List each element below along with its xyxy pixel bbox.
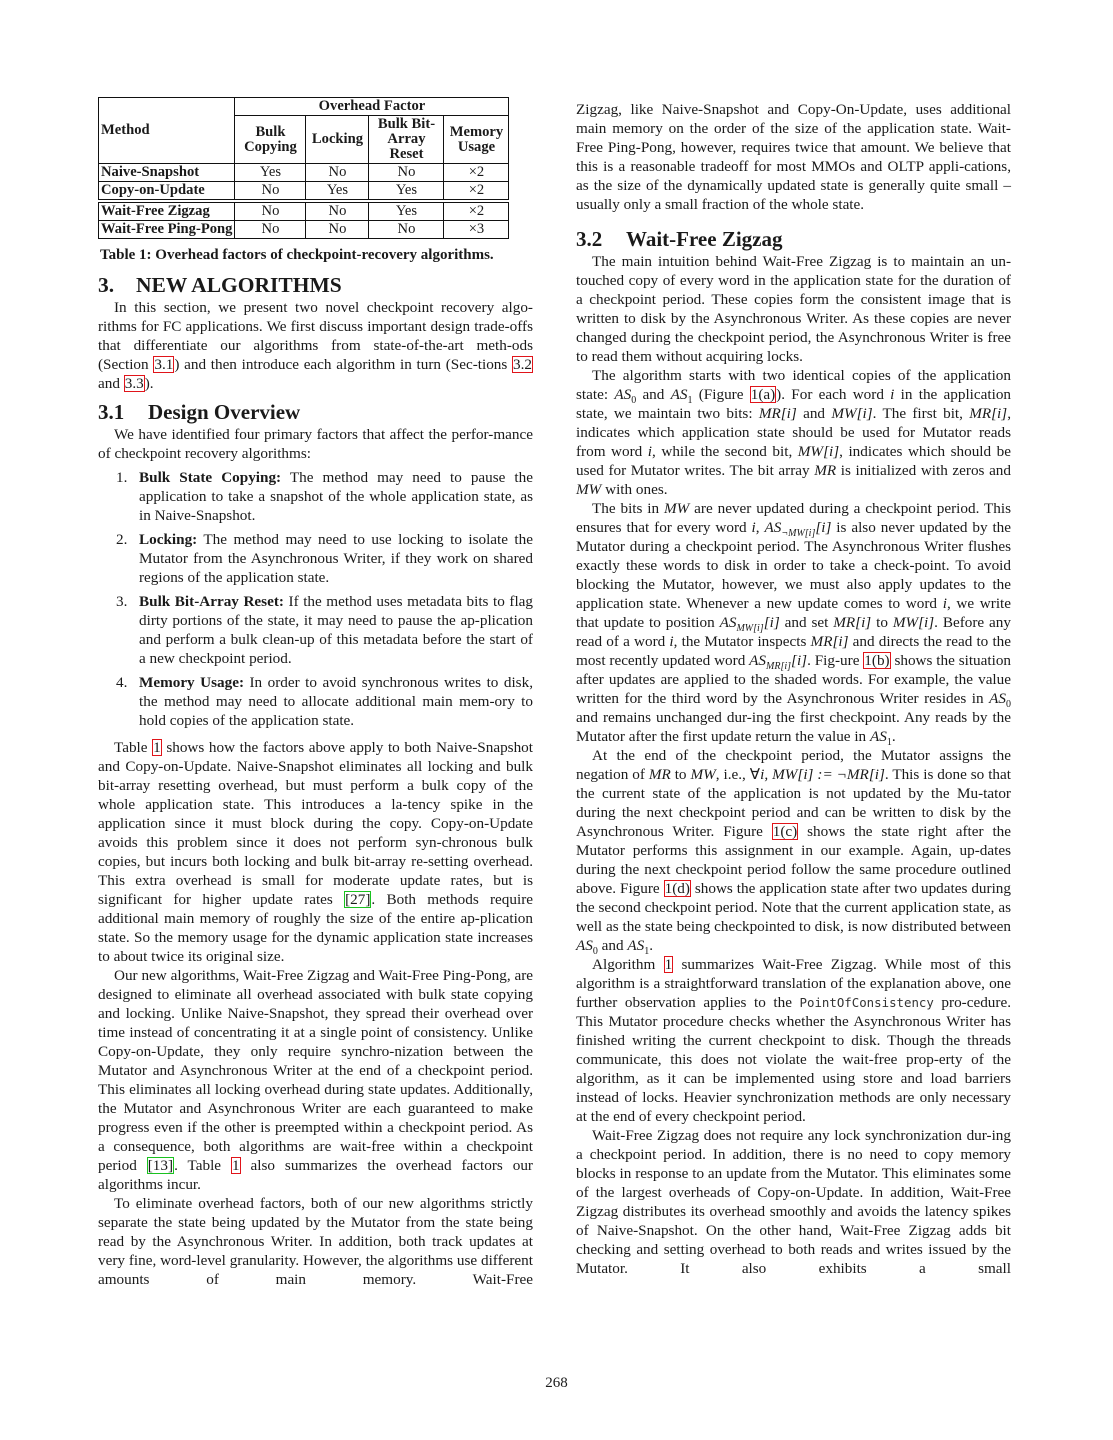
paragraph: We have identified four primary factors that affect the perfor-mance of checkpoint recovery algorithms: xyxy=(98,426,533,462)
paragraph: The bits in MW are never updated during a checkpoint period. This ensures that for every word i, $AS_{\neg MW[i]}[i]$ is also never updated by the Mutator during a checkpoint period. The Asynchronous Writer flushes exactly these words to disk in order to take a check-point. To avoid blocking the Mutator, however, we must also apply updates to the application state. Whenever a new update comes to word i, we write that update to position $AS_{MW[i]}[i]$ and set MR[i] to MW[i]. Before any read of a word i, the Mutator inspects MR[i] and directs the read to the most recently updated word $AS_{MR[i]}[i]$. Fig-ure 1(b) shows the situation after updates are applied to the shaded words. For example, the value written for the third word by the Asynchronous Writer resides in $AS_0$ and remains unchanged dur-ing the first checkpoint. Any reads by the Mutator after the first update return the value in $AS_1$. xyxy=(576,500,1012,749)
table-header-bulk-copying: Bulk Copying xyxy=(235,116,306,164)
table-link[interactable]: 1 xyxy=(153,739,161,756)
list-item: 2. Locking: The method may need to use locking to isolate the Mutator from the Asynchronous Writer, if they work on shared regions of the application state. xyxy=(116,531,533,586)
table-row xyxy=(99,182,509,200)
subsection-heading xyxy=(576,226,1011,252)
section-link[interactable]: 3.3 xyxy=(124,375,144,392)
citation-link[interactable]: [27] xyxy=(345,891,371,908)
paragraph: Table 1 shows how the factors above apply to both Naive-Snapshot and Copy-on-Update. Naive-Snapshot eliminates all locking and bulk bit-array resetting overhead, but must perform a bulk copy of the whole application state. This introduces a la-tency spike in the application since it must block during the copy. Copy-on-Update avoids this problem since it does not perform syn-chronous bulk copies, but incurs both locking and bulk bit-array re-setting overhead. This extra overhead is small for moderate update rates, but is significant for higher update rates [27]. Both methods require additional main memory of roughly the size of the entire ap-plication state. So the memory usage for the dynamic application state increases to about twice its original size. xyxy=(98,739,533,965)
section-intro-paragraph: In this section, we present two novel checkpoint recovery algo-rithms for FC applications. We first discuss important design trade-offs that differentiate our algorithms from state-of-the-art meth-ods (Section 3.1) and then introduce each algorithm in turn (Sec-tions 3.2 and 3.3). xyxy=(98,299,533,392)
factor-list xyxy=(98,468,533,730)
bit-array-reset-value: Yes xyxy=(369,182,444,200)
locking-value: No xyxy=(306,164,369,182)
list-item: 4. Memory Usage: In order to avoid synchronous writes to disk, the method may need to allocate additional main mem-ory to hold copies of the application state. xyxy=(116,674,533,729)
list-item: 1. Bulk State Copying: The method may need to pause the application to take a snapshot of the whole application state, as in Naive-Snapshot. xyxy=(116,469,533,524)
paragraph: Our new algorithms, Wait-Free Zigzag and Wait-Free Ping-Pong, are designed to eliminate all overhead associated with bulk state copying and locking. Unlike Naive-Snapshot, they spread their overhead over time instead of concentrating it at a single point of consistency. Unlike Copy-on-Update, they only require synchro-nization between the Mutator and Asynchronous Writer at the end of a checkpoint period. This eliminates all locking overhead during state updates. Additionally, the Mutator and Asynchronous Writer are each guaranteed to make progress even if the other is preempted within a checkpoint period. As a consequence, both algorithms are wait-free within a checkpoint period [13]. Table 1 also summarizes the overhead factors our algorithms incur. xyxy=(98,967,533,1193)
table-caption: Table 1: Overhead factors of checkpoint-recovery algorithms. xyxy=(100,247,494,263)
method-name: Wait-Free Zigzag xyxy=(99,203,235,221)
table-row xyxy=(99,203,509,221)
table-header-memory-usage: Memory Usage xyxy=(444,116,509,164)
section-title: NEW ALGORITHMS xyxy=(136,273,342,297)
bulk-copying-value: No xyxy=(235,203,306,221)
method-name: Naive-Snapshot xyxy=(99,164,235,182)
subsection-number: 3.1 xyxy=(98,400,125,424)
algorithm-link[interactable]: 1 xyxy=(664,956,673,973)
paragraph: The algorithm starts with two identical copies of the application state: $AS_0$ and $AS_1$ (Figure 1(a)). For each word i in the application state, we maintain two bits: MR[i] and MW[i]. The first bit, MR[i], indicates which application state should be used for Mutator reads from word i, while the second bit, MW[i], indicates which should be used for Mutator writes. The bit array MR is initialized with zeros and MW with ones. xyxy=(576,367,1012,498)
bulk-copying-value: Yes xyxy=(235,164,306,182)
table-header-locking: Locking xyxy=(306,116,369,164)
memory-usage-value: ×2 xyxy=(444,203,509,221)
table-link[interactable]: 1 xyxy=(231,1157,240,1174)
table-header-overhead-factor: Overhead Factor xyxy=(235,98,509,116)
page-number: 268 xyxy=(545,1375,568,1391)
right-column xyxy=(576,100,1011,1278)
paragraph: To eliminate overhead factors, both of our new algorithms strictly separate the state being updated by the Mutator from the state being read by the Asynchronous Writer. In addition, both track updates at very fine, word-level granularity. However, the algorithms use different amounts of main memory. Wait-Free xyxy=(98,1195,533,1288)
figure-link[interactable]: 1(d) xyxy=(664,880,690,897)
memory-usage-value: ×2 xyxy=(444,182,509,200)
bulk-copying-value: No xyxy=(235,182,306,200)
list-item: 3. Bulk Bit-Array Reset: If the method uses metadata bits to flag dirty portions of the state, it may need to pause the ap-plication and perform a bulk clean-up of this metadata before the start of a new checkpoint period. xyxy=(116,593,533,667)
left-column xyxy=(98,272,533,1289)
table-header-method: Method xyxy=(99,98,235,164)
figure-link[interactable]: 1(b) xyxy=(864,652,890,669)
subsection-title: Design Overview xyxy=(148,400,301,424)
bit-array-reset-value: No xyxy=(369,221,444,239)
paragraph: The main intuition behind Wait-Free Zigzag is to maintain an un-touched copy of every word in the application state for the duration of a checkpoint period. These copies form the consistent image that is written to disk by the Asynchronous Writer. As these copies are never changed during the checkpoint period, the Asynchronous Writer is free to read them without acquiring locks. xyxy=(576,253,1011,365)
paragraph: Zigzag, like Naive-Snapshot and Copy-On-Update, uses additional main memory on the order of the size of the application state. Wait-Free Ping-Pong, however, requires twice that amount. We believe that this is a reasonable tradeoff for most MMOs and OLTP appli-cations, as the size of the dynamically updated state is generally quite small – usually only a small fraction of the whole state. xyxy=(576,101,1011,213)
subsection-title: Wait-Free Zigzag xyxy=(626,227,783,251)
section-link[interactable]: 3.2 xyxy=(513,356,532,373)
paragraph: Wait-Free Zigzag does not require any lock synchronization dur-ing a checkpoint period. In addition, there is no need to copy memory blocks in response to an update from the Mutator. This eliminates some of the largest overheads of Copy-on-Update. In addition, Wait-Free Zigzag distributes its overhead smoothly and avoids the latency spikes of Naive-Snapshot. On the other hand, Wait-Free Zigzag adds bit checking and setting overhead to both reads and writes issued by the Mutator. It also exhibits a small xyxy=(576,1127,1011,1277)
method-name: Copy-on-Update xyxy=(99,182,235,200)
section-heading xyxy=(98,272,533,298)
figure-link[interactable]: 1(c) xyxy=(772,823,798,840)
section-link[interactable]: 3.1 xyxy=(154,356,174,373)
memory-usage-value: ×2 xyxy=(444,164,509,182)
locking-value: Yes xyxy=(306,182,369,200)
section-number: 3. xyxy=(98,273,115,297)
locking-value: No xyxy=(306,221,369,239)
paragraph: Algorithm 1 summarizes Wait-Free Zigzag. While most of this algorithm is a straightforward translation of the explanation above, one further observation applies to the PointOfConsistency pro-cedure. This Mutator procedure checks whether the Asynchronous Writer has finished writing the current checkpoint to disk. Though the threads communicate, this does not violate the wait-free prop-erty of the algorithm, as it can be implemented using store and load barriers instead of locks. Heavier synchronization methods are only necessary at the end of every checkpoint period. xyxy=(576,956,1011,1125)
table-row xyxy=(99,164,509,182)
citation-link[interactable]: [13] xyxy=(147,1157,174,1174)
bit-array-reset-value: No xyxy=(369,164,444,182)
bulk-copying-value: No xyxy=(235,221,306,239)
memory-usage-value: ×3 xyxy=(444,221,509,239)
paragraph: At the end of the checkpoint period, the Mutator assigns the negation of MR to MW, i.e., ∀i, MW[i] := ¬MR[i]. This is done so that the current state of the application is not updated by the Mu-tator during the next checkpoint period and can be written to disk by the Asynchronous Writer. Figure 1(c) shows the state right after the Mutator performs this assignment in our example. Again, up-dates during the next checkpoint period follow the same procedure outlined above. Figure 1(d) shows the application state after two updates during the second checkpoint period. Note that the current application state, as well as the state being checkpointed to disk, is now distributed between $AS_0$ and $AS_1$. xyxy=(576,747,1011,958)
table-row xyxy=(99,221,509,239)
table-header-bulk-bit-array-reset: Bulk Bit-Array Reset xyxy=(369,116,444,164)
figure-link[interactable]: 1(a) xyxy=(750,386,776,403)
overhead-factors-table xyxy=(98,97,509,239)
subsection-number: 3.2 xyxy=(576,227,603,251)
bit-array-reset-value: Yes xyxy=(369,203,444,221)
locking-value: No xyxy=(306,203,369,221)
subsection-heading xyxy=(98,399,533,425)
method-name: Wait-Free Ping-Pong xyxy=(99,221,235,239)
code-identifier: PointOfConsistency xyxy=(799,995,934,1010)
